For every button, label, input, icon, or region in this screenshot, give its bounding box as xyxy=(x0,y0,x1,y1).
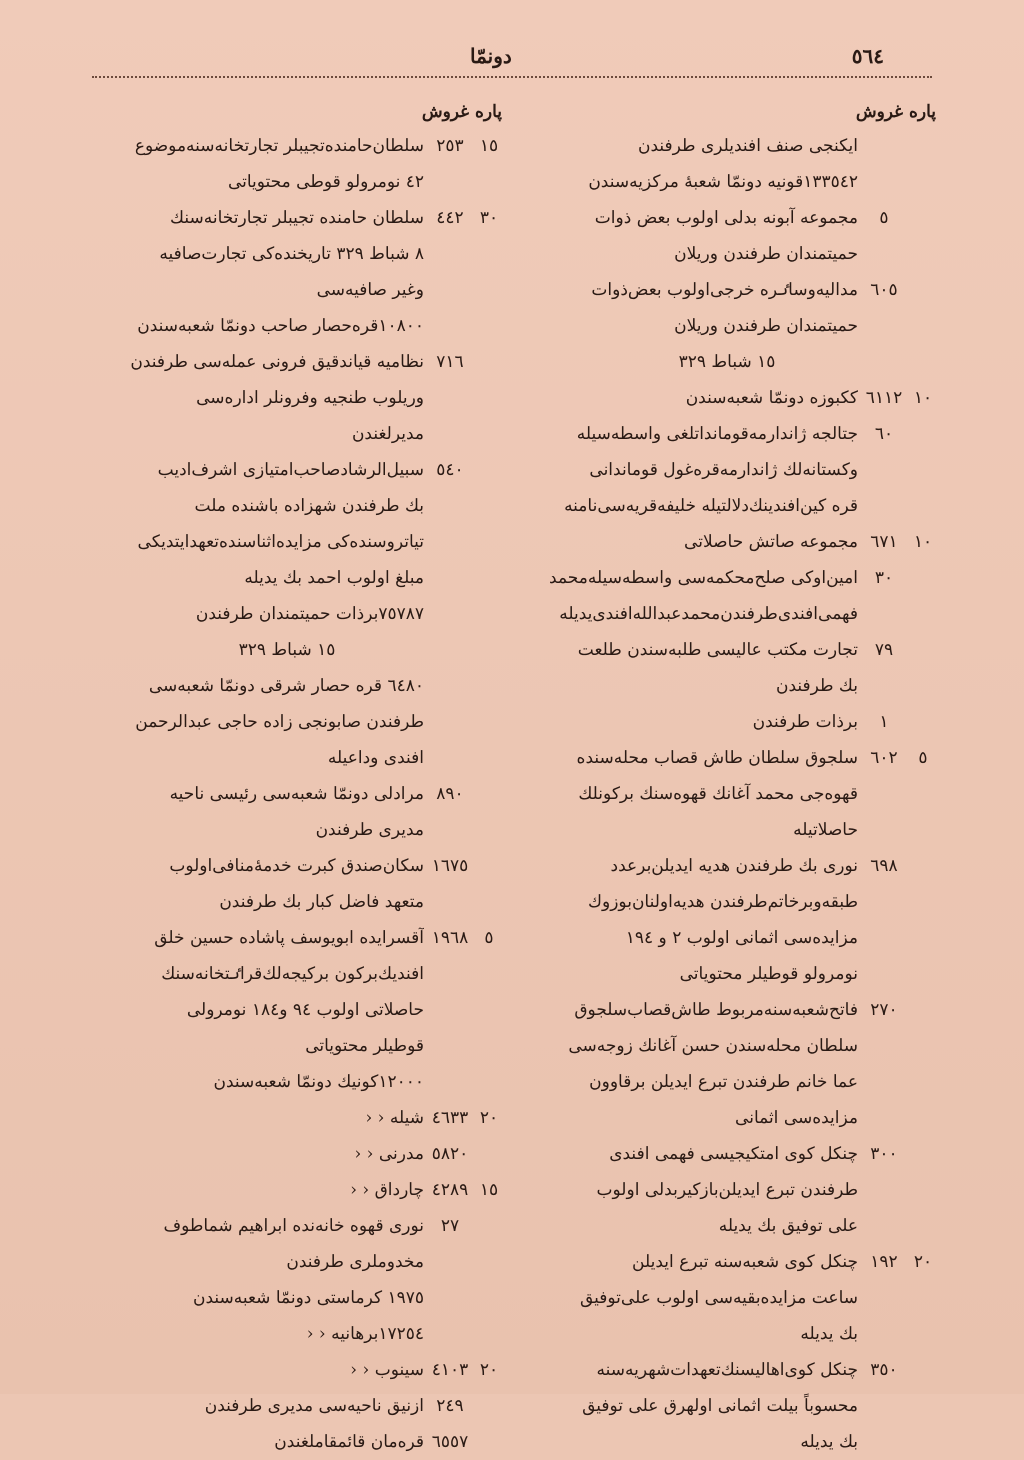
entry-description: حاصلاتيله xyxy=(793,820,858,840)
ledger-row xyxy=(72,1208,502,1244)
entry-description: سلطان محله‌سندن حسن آغانك زوجه‌سى xyxy=(568,1036,858,1056)
header-para: پاره xyxy=(474,102,502,122)
column-header xyxy=(72,96,502,128)
entry-description: قهوه‌جى محمد آغانك قهوه‌سنك بركونلك xyxy=(578,784,858,804)
entry-description: مزايده‌سى اثمانى اولوب ٢ و ١٩٤ xyxy=(625,928,858,948)
ledger-rows xyxy=(518,128,936,1460)
entry-description: چنكل كوى‌اهاليسنك‌تعهدات‌شهريه‌سنه xyxy=(596,1360,858,1380)
entry-description: طبقه‌وبرخاتم‌طرفندن هديه‌اولنان‌بوزوك xyxy=(588,892,858,912)
kurus-amount: ٦٧١ xyxy=(870,532,898,552)
ledger-row xyxy=(518,920,936,956)
ledger-row xyxy=(518,1316,936,1352)
ledger-row xyxy=(518,344,936,380)
entry-description: نظاميه قياندقيق فرونى عمله‌سى طرفندن xyxy=(130,352,424,372)
ledger-row xyxy=(72,632,502,668)
entry-description: وغير صافيه‌سى xyxy=(316,280,424,300)
ledger-row xyxy=(518,380,936,416)
entry-description: ١٧٢٥٤برهانيه ‹ ‹ xyxy=(306,1324,424,1344)
ledger-row xyxy=(518,632,936,668)
kurus-amount: ٤٢٨٩ xyxy=(431,1180,469,1200)
ledger-row xyxy=(518,200,936,236)
ledger-row xyxy=(518,164,936,200)
ledger-row xyxy=(72,884,502,920)
ledger-row xyxy=(72,704,502,740)
kurus-amount: ٢٧٠ xyxy=(870,1000,898,1020)
entry-description: تياترو‌سنده‌كى مزايده‌اثناسنده‌تعهدايتديكى xyxy=(137,532,424,552)
ledger-row xyxy=(518,992,936,1028)
entry-description: ٧٥٧٨٧برذات حميتمندان طرفندن xyxy=(195,604,424,624)
entry-description: چنكل كوى امتكيجيسى فهمى افندى xyxy=(609,1144,858,1164)
ledger-row xyxy=(72,380,502,416)
kurus-amount: ٤٦٣٣ xyxy=(431,1108,469,1128)
ledger-row xyxy=(518,272,936,308)
ledger-row xyxy=(518,848,936,884)
ledger-row xyxy=(72,1244,502,1280)
entry-description: سلطان حامنده تجيبلر تجارتخانه‌سنك xyxy=(170,208,424,228)
entry-description: ايكنجى صنف افنديلرى طرفندن xyxy=(637,136,858,156)
ledger-row xyxy=(72,1136,502,1172)
ledger-row xyxy=(72,308,502,344)
ledger-row xyxy=(72,128,502,164)
ledger-row xyxy=(72,956,502,992)
entry-description: نومرولو قوطيلر محتوياتى xyxy=(679,964,858,984)
entry-description: نورى بك طرفندن هديه ايديلن‌برعدد xyxy=(610,856,858,876)
ledger-row xyxy=(72,1280,502,1316)
kurus-amount: ٦٥٥٧ xyxy=(431,1432,469,1452)
entry-description: بك يديله xyxy=(800,1432,858,1452)
entry-description: افندى وداعيله xyxy=(327,748,424,768)
ledger-row xyxy=(72,200,502,236)
ledger-row xyxy=(72,596,502,632)
ledger-row xyxy=(72,848,502,884)
ledger-row xyxy=(518,128,936,164)
kurus-amount: ٤٤٢ xyxy=(436,208,464,228)
ledger-row xyxy=(518,560,936,596)
entry-description: فاتح‌شعبه‌سنه‌مربوط طاش‌قصاب‌سلجوق xyxy=(574,1000,858,1020)
entry-description: طرفندن تبرع ايديلن‌بازكيربدلى اولوب xyxy=(596,1180,858,1200)
entry-description: بك يديله xyxy=(800,1324,858,1344)
entry-description: سبيل‌الرشاد‌صاحب‌امتيازى اشرف‌اديب xyxy=(157,460,424,480)
para-amount: ٥ xyxy=(918,748,928,768)
entry-description: مزايده‌سى اثمانى xyxy=(735,1108,858,1128)
entry-description: ٦٤٨٠ قره حصار شرقى دونمّا شعبه‌سى xyxy=(148,676,424,696)
ledger-row xyxy=(518,1172,936,1208)
kurus-amount: ٤١٠٣ xyxy=(431,1360,469,1380)
ledger-row xyxy=(72,668,502,704)
ledger-row xyxy=(72,344,502,380)
entry-description: وريلوب طنجيه وفرونلر اداره‌سى xyxy=(196,388,424,408)
kurus-amount: ٣٥٠ xyxy=(870,1360,898,1380)
ledger-row xyxy=(518,1208,936,1244)
entry-description: ككبوزه دونمّا شعبه‌سندن xyxy=(685,388,858,408)
entry-description: قوطيلر محتوياتى xyxy=(305,1036,424,1056)
entry-description: تجارت مكتب عاليسى طلبه‌سندن طلعت xyxy=(577,640,858,660)
ledger-row xyxy=(72,1388,502,1424)
entry-description: چارداق ‹ ‹ xyxy=(350,1180,424,1200)
header-rule xyxy=(92,76,932,78)
para-amount: ١٥ xyxy=(479,1180,499,1200)
ledger-row xyxy=(518,596,936,632)
header-kurus: غروش xyxy=(855,102,904,122)
ledger-row xyxy=(72,416,502,452)
ledger-row xyxy=(518,1064,936,1100)
entry-description: ١٥ شباط ٣٢٩ xyxy=(238,640,336,660)
entry-description: مديرى طرفندن xyxy=(315,820,424,840)
kurus-amount: ٦٩٨ xyxy=(870,856,898,876)
ledger-row xyxy=(518,776,936,812)
kurus-amount: ٧١٦ xyxy=(436,352,464,372)
ledger-row xyxy=(518,812,936,848)
entry-description: چنكل كوى شعبه‌سنه تبرع ايديلن xyxy=(632,1252,858,1272)
para-amount: ٢٠ xyxy=(479,1108,499,1128)
entry-description: وكستانه‌لك ژاندارمه‌قره‌غول قوماندانى xyxy=(589,460,858,480)
para-amount: ٣٠ xyxy=(479,208,499,228)
entry-description: ازنيق ناحيه‌سى مديرى طرفندن xyxy=(204,1396,424,1416)
kurus-amount: ٢٥٣ xyxy=(436,136,464,156)
entry-description: سلطان‌حامنده‌تجيبلر تجارتخانه‌سنه‌موضوع xyxy=(134,136,424,156)
entry-description: نورى قهوه خانه‌نده ابراهيم شماطوف xyxy=(163,1216,424,1236)
ledger-row xyxy=(72,740,502,776)
ledger-row xyxy=(72,1064,502,1100)
entry-description: افنديك‌بركون بركيجه‌لك‌قراٸتخانه‌سنك xyxy=(161,964,424,984)
ledger-row xyxy=(72,992,502,1028)
kurus-amount: ٣٠٠ xyxy=(870,1144,898,1164)
kurus-amount: ٦٠٢ xyxy=(870,748,898,768)
ledger-row xyxy=(518,1352,936,1388)
entry-description: حاصلاتى اولوب ٩٤ و١٨٤ نومرولى xyxy=(186,1000,424,1020)
ledger-row xyxy=(72,1100,502,1136)
ledger-row xyxy=(72,272,502,308)
entry-description: ١٩٧٥ كرماستى دونمّا شعبه‌سندن xyxy=(192,1288,424,1308)
entry-description: امين‌اوكى صلح‌محكمه‌سى واسطه‌سيله‌محمد xyxy=(549,568,858,588)
ledger-row xyxy=(518,956,936,992)
column-header xyxy=(518,96,936,128)
ledger-row xyxy=(518,1100,936,1136)
entry-description: قره كين‌افندينك‌دلالتيله خليفه‌قريه‌سى‌نامنه xyxy=(564,496,858,516)
ledger-row xyxy=(72,1172,502,1208)
entry-description: فهمى‌افندى‌طرفندن‌محمدعبدالله‌افندى‌يديله xyxy=(559,604,858,624)
entry-description: مخدوملرى طرفندن xyxy=(286,1252,424,1272)
ledger-row xyxy=(72,776,502,812)
ledger-row xyxy=(518,1424,936,1460)
ledger-row xyxy=(72,236,502,272)
entry-description: آقسرايده ابويوسف پاشاده حسين خلق xyxy=(154,928,424,948)
entry-description: سلجوق سلطان طاش قصاب محله‌سنده xyxy=(576,748,858,768)
ledger-row xyxy=(518,416,936,452)
entry-description: حميتمندان طرفندن وريلان xyxy=(674,316,858,336)
kurus-amount: ٢٤٩ xyxy=(436,1396,464,1416)
ledger-row xyxy=(518,884,936,920)
kurus-amount: ٥٨٢٠ xyxy=(431,1144,469,1164)
kurus-amount: ٨٩٠ xyxy=(436,784,464,804)
entry-description: مداليه‌وساٸره خرجى‌اولوب بعض‌ذوات xyxy=(591,280,858,300)
entry-description: ١٥ شباط ٣٢٩ xyxy=(678,352,776,372)
kurus-amount: ١٦٧٥ xyxy=(431,856,469,876)
entry-description: بك طرفندن xyxy=(775,676,858,696)
entry-description: متعهد فاضل كبار بك طرفندن xyxy=(219,892,424,912)
header-para: پاره xyxy=(908,102,936,122)
ledger-row xyxy=(72,812,502,848)
para-amount: ٥ xyxy=(484,928,494,948)
ledger-row xyxy=(518,236,936,272)
kurus-amount: ٥٤٠ xyxy=(436,460,464,480)
kurus-amount: ٧٩ xyxy=(874,640,894,660)
ledger-row xyxy=(72,452,502,488)
entry-description: مجموعه آبونه بدلى اولوب بعض ذوات xyxy=(594,208,858,228)
entry-description: على توفيق بك يديله xyxy=(718,1216,858,1236)
header-kurus: غروش xyxy=(421,102,470,122)
entry-description: ٨ شباط ٣٢٩ تاريخنده‌كى تجارت‌صافيه xyxy=(159,244,424,264)
entry-description: بك طرفندن شهزاده باشنده ملت xyxy=(194,496,424,516)
ledger-row xyxy=(72,560,502,596)
para-amount: ٢٠ xyxy=(479,1360,499,1380)
kurus-amount: ٢٧ xyxy=(440,1216,460,1236)
left-column xyxy=(72,96,502,1460)
kurus-amount: ٦٠٥ xyxy=(870,280,898,300)
ledger-row xyxy=(518,1028,936,1064)
kurus-amount: ٣٠ xyxy=(874,568,894,588)
ledger-row xyxy=(72,1352,502,1388)
ledger-row xyxy=(518,1244,936,1280)
running-title: دونمّا xyxy=(470,44,512,68)
ledger-row xyxy=(518,704,936,740)
entry-description: مدرنى ‹ ‹ xyxy=(354,1144,424,1164)
entry-description: حميتمندان طرفندن وريلان xyxy=(674,244,858,264)
para-amount: ١٠ xyxy=(913,388,933,408)
para-amount: ١٥ xyxy=(479,136,499,156)
kurus-amount: ٥ xyxy=(879,208,889,228)
entry-description: ١٣٣٥٤٢قونيه دونمّا شعبهٔ مركزيه‌سندن xyxy=(588,172,858,192)
kurus-amount: ١ xyxy=(879,712,889,732)
kurus-amount: ١٩٢ xyxy=(870,1252,898,1272)
ledger-row xyxy=(518,668,936,704)
entry-description: ٤٢ نومرولو قوطى محتوياتى xyxy=(227,172,424,192)
entry-description: جتالجه ژاندارمه‌قومانداتلغى واسطه‌سيله xyxy=(576,424,858,444)
ledger-row xyxy=(518,308,936,344)
ledger-rows xyxy=(72,128,502,1460)
ledger-row xyxy=(72,164,502,200)
ledger-row xyxy=(72,1424,502,1460)
entry-description: محسوباً بيلت اثمانى اولهرق على توفيق xyxy=(582,1396,858,1416)
para-amount: ٢٠ xyxy=(913,1252,933,1272)
ledger-row xyxy=(518,488,936,524)
entry-description: شيله ‹ ‹ xyxy=(365,1108,424,1128)
entry-description: ساعت مزايده‌بقيه‌سى اولوب على‌توفيق xyxy=(579,1288,858,1308)
ledger-row xyxy=(518,1280,936,1316)
entry-description: قرەمان قائمقاملغندن xyxy=(274,1432,424,1452)
kurus-amount: ٦٠ xyxy=(874,424,894,444)
page-number: ٥٦٤ xyxy=(851,44,884,68)
entry-description: ١٢٠٠٠كونيك دونمّا شعبه‌سندن xyxy=(213,1072,424,1092)
ledger-row xyxy=(72,1028,502,1064)
entry-description: طرفندن صابونجى زاده حاجى عبدالرحمن xyxy=(135,712,424,732)
entry-description: برذات طرفندن xyxy=(752,712,858,732)
kurus-amount: ٦١١٢ xyxy=(865,388,903,408)
ledger-row xyxy=(72,488,502,524)
entry-description: مرادلى دونمّا شعبه‌سى رئيسى ناحيه xyxy=(169,784,424,804)
ledger-row xyxy=(72,1316,502,1352)
entry-description: مديرلغندن xyxy=(351,424,424,444)
ledger-row xyxy=(518,524,936,560)
entry-description: سينوب ‹ ‹ xyxy=(350,1360,424,1380)
ledger-row xyxy=(518,1136,936,1172)
entry-description: عما خانم طرفندن تبرع ايديلن برقاوون xyxy=(589,1072,858,1092)
entry-description: ١٠٨٠٠قره‌حصار صاحب دونمّا شعبه‌سندن xyxy=(137,316,424,336)
entry-description: مجموعه صاتش حاصلاتى xyxy=(684,532,858,552)
ledger-row xyxy=(518,452,936,488)
ledger-row xyxy=(518,1388,936,1424)
para-amount: ١٠ xyxy=(913,532,933,552)
right-column xyxy=(518,96,936,1460)
entry-description: مبلغ اولوب احمد بك يديله xyxy=(244,568,424,588)
kurus-amount: ١٩٦٨ xyxy=(431,928,469,948)
entry-description: سكان‌صندق كبرت خدمهٔ‌منافى‌اولوب xyxy=(169,856,424,876)
ledger-row xyxy=(72,920,502,956)
ledger-row xyxy=(518,740,936,776)
ledger-row xyxy=(72,524,502,560)
